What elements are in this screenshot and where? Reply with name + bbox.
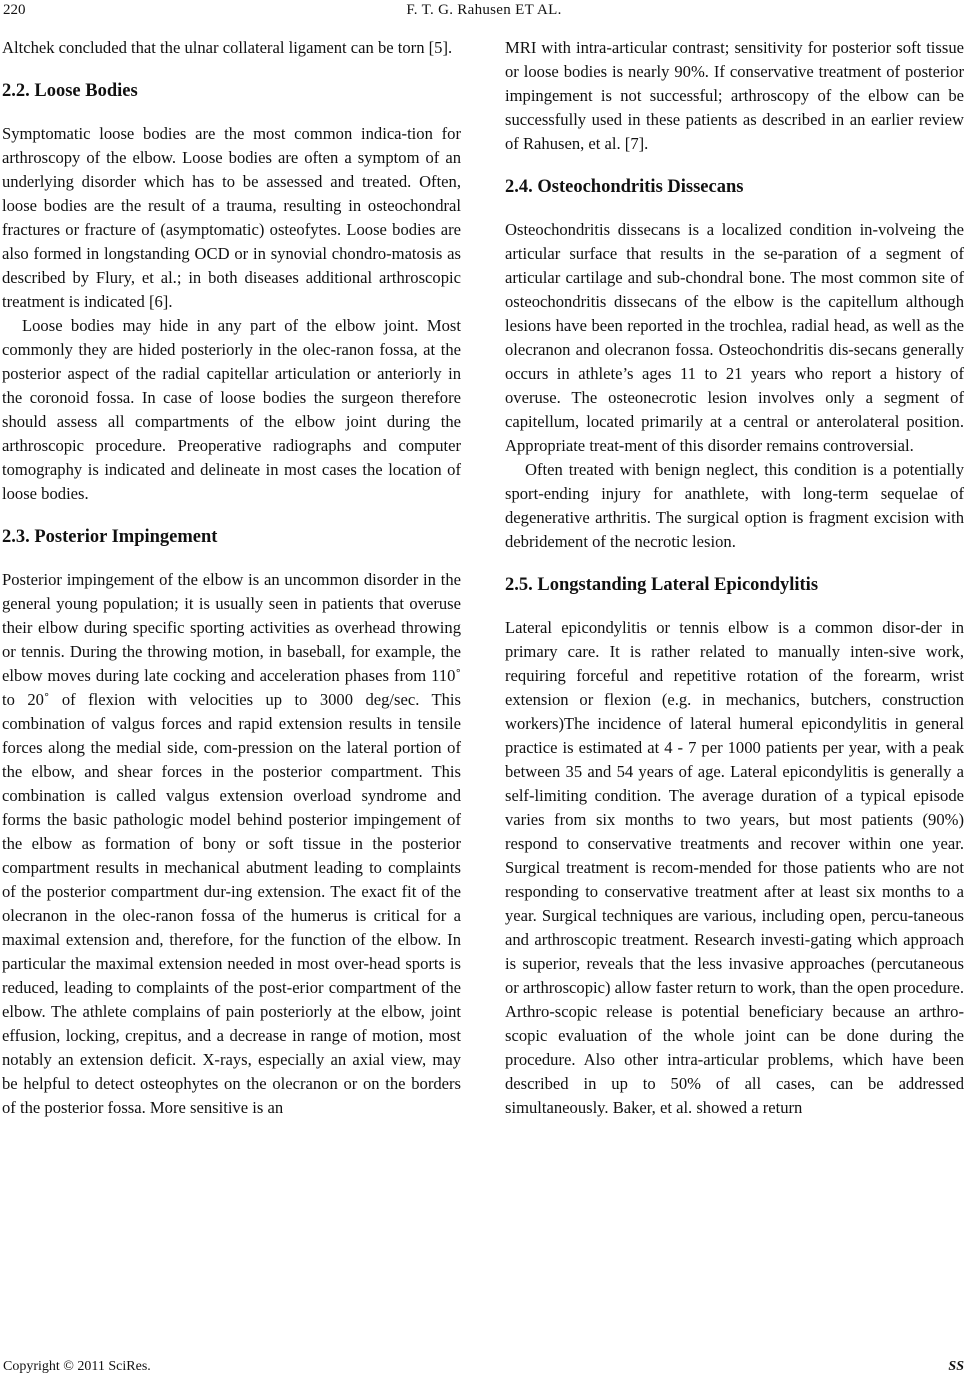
loose-bodies-paragraph-2: Loose bodies may hide in any part of the elbow joint. Most commonly they are hided posteriorly in the olec-ranon fossa, at the posterior aspect of the radial capitellar articulation or anteriorly in the coronoid fossa. In case of loose bodies the surgeon therefore should assess all compartments of the elbow joint during the arthroscopic procedure. Preoperative radiographs and computer tomography is indicated and delineate in most cases the location of loose bodies.: [2, 316, 461, 503]
lateral-epicondylitis-paragraph: Lateral epicondylitis or tennis elbow is a common disor-der in primary care. It is rather related to manually inten-sive work, requiring forceful and repetitive rotation of the forearm, wrist extension or flexion (e.g. in mechanics, butchers, construction workers)The incidence of lateral humeral epicondylitis in general practice is estimated at 4 - 7 per 1000 patients per year, with a peak between 35 and 54 years of age. Lateral epicondylitis is generally a self-limiting condition. The average duration of a typical episode varies from six months to two years, but most patients (90%) respond to conservative treatments and recover within one year. Surgical treatment is recom-mended for those patients who are not responding to conservative treatment after at least six months to a year. Surgical techniques are various, including open, percu-taneous and arthroscopic treatment. Research investi-gating which approach is superior, reveals that the less invasive approaches (percutaneous or arthroscopic) allow faster return to work, than the open procedure. Arthro-scopic release is potential beneficiary because an arthro-scopic evaluation of the whole joint can be done during the procedure. Also other intra-articular problems, which have been described in up to 50% of all cases, can be addressed simultaneously. Baker, et al. showed a return: [505, 618, 964, 1117]
right-column: [505, 36, 964, 1120]
section-heading-loose-bodies: 2.2. Loose Bodies: [2, 81, 138, 101]
journal-abbreviation: SS: [948, 1359, 964, 1374]
section-heading-osteochondritis: 2.4. Osteochondritis Dissecans: [505, 177, 744, 197]
page-header: [0, 0, 968, 24]
page-number: 220: [3, 2, 26, 18]
continued-paragraph: MRI with intra-articular contrast; sensitivity for posterior soft tissue or loose bodies is nearly 90%. If conservative treatment of posterior impingement is not successful; arthroscopy of the elbow can be successfully used in these patients as described in an earlier review of Rahusen, et al. [7].: [505, 38, 964, 153]
loose-bodies-paragraph-1: Symptomatic loose bodies are the most common indica-tion for arthroscopy of the elbow. Loose bodies are often a symptom of an underlying disorder which has to be assessed and treated. Often, loose bodies are the result of a trauma, resulting in osteochondral fractures or fracture of (asymptomatic) osteofytes. Loose bodies are also formed in longstanding OCD or in synovial chondro-matosis as described by Flury, et al.; in both diseases additional arthroscopic treatment is indicated [6].: [2, 124, 461, 311]
intro-paragraph: Altchek concluded that the ulnar collateral ligament can be torn [5].: [2, 38, 453, 57]
osteochondritis-paragraph-1: Osteochondritis dissecans is a localized condition in-volveing the articular surface that results in the se-paration of a segment of articular cartilage and sub-chondral bone. The most common site of osteochondritis dissecans of the elbow is the capitellum although lesions have been reported in the trochlea, radial head, as well as the olecranon and olecranon fossa. Osteochondritis dis-secans generally occurs in athlete’s ages 11 to 21 years who report a history of overuse. The osteonecrotic lesion involves only a segment of capitellum, located primarily at a central or anterolateral position. Appropriate treat-ment of this disorder remains controversial.: [505, 220, 964, 455]
section-heading-lateral-epicondylitis: 2.5. Longstanding Lateral Epicondylitis: [505, 575, 819, 595]
copyright-notice: Copyright © 2011 SciRes.: [3, 1359, 151, 1374]
left-column: [2, 36, 461, 1120]
osteochondritis-paragraph-2: Often treated with benign neglect, this condition is a potentially sport-ending injury for anathlete, with long-term sequelae of degenerative arthritis. The surgical option is fragment excision with debridement of the necrotic lesion.: [505, 460, 964, 551]
section-heading-posterior-impingement: 2.3. Posterior Impingement: [2, 527, 218, 547]
running-title: F. T. G. Rahusen ET AL.: [406, 2, 562, 18]
posterior-impingement-paragraph: Posterior impingement of the elbow is an uncommon disorder in the general young population; it is usually seen in patients that overuse their elbow during specific sporting activities as overhead throwing or tennis. During the throwing motion, in baseball, for example, the elbow moves during late cocking and acceleration phases from 110˚ to 20˚ of flexion with velocities up to 3000 deg/sec. This combination of valgus forces and rapid extension results in tensile forces along the medial side, com-pression on the lateral portion of the elbow, and shear forces in the posterior compartment. This combination is called valgus extension overload syndrome and forms the basic pathologic model behind posterior impingement of the elbow as formation of bony or soft tissue in the posterior compartment results in mechanical abutment leading to complaints of the posterior compartment dur-ing extension. The exact fit of the olecranon in the olec-ranon fossa of the humerus is critical for a maximal extension and, therefore, for the function of the elbow. In particular the maximal extension needed in most over-head sports is reduced, leading to complaints of the post-erior compartment of the elbow. The athlete complains of pain posteriorly at the elbow, joint effusion, locking, crepitus, and a decrease in range of motion, most notably an extension deficit. X-rays, especially an axial view, may be helpful to detect osteophytes on the olecranon or on the borders of the posterior fossa. More sensitive is an: [2, 570, 461, 1117]
